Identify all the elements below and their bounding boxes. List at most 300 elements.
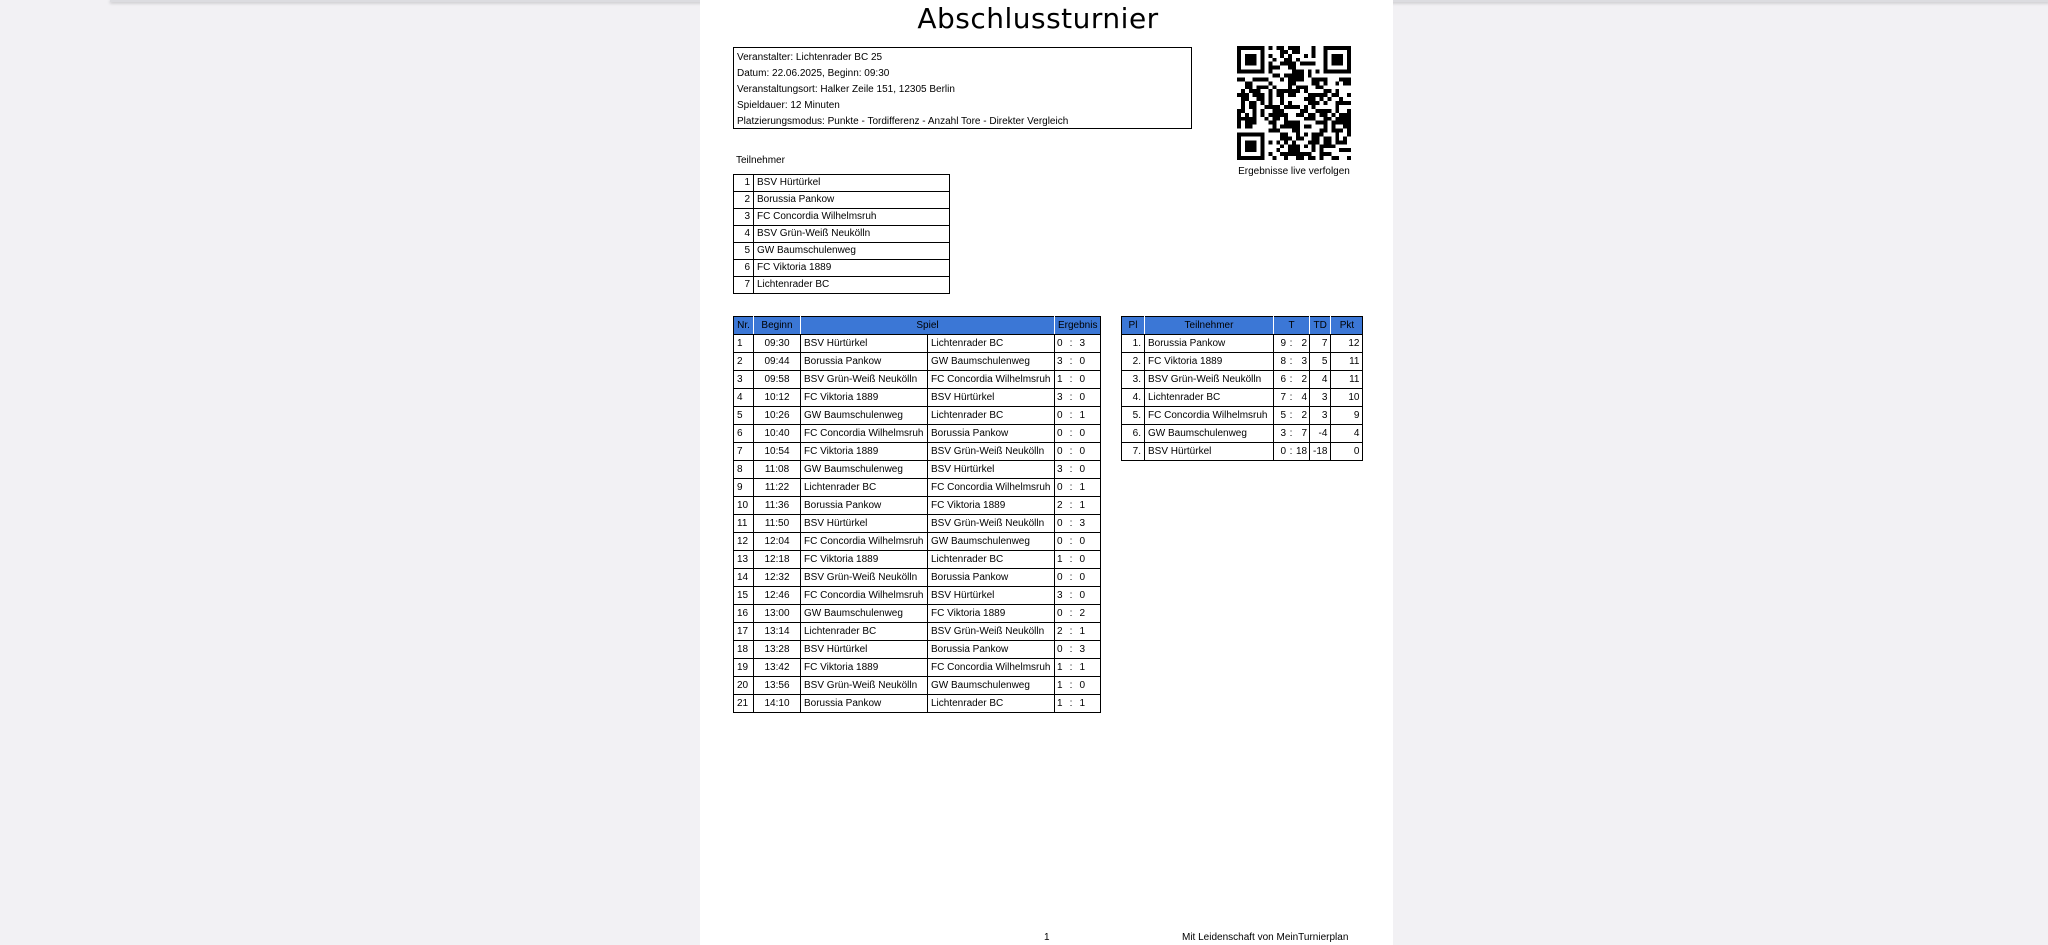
qr-module xyxy=(1308,93,1312,97)
standing-goal-diff: 5 xyxy=(1310,353,1331,371)
qr-module xyxy=(1335,58,1339,62)
qr-module xyxy=(1323,144,1327,148)
result-separator: : xyxy=(1069,607,1073,619)
qr-module xyxy=(1335,89,1339,93)
qr-module xyxy=(1323,89,1327,93)
info-venue: Veranstaltungsort: Halker Zeile 151, 12305 Berlin xyxy=(737,84,955,95)
standing-place: 3. xyxy=(1122,371,1145,389)
qr-module xyxy=(1276,109,1280,113)
game-result xyxy=(1055,515,1101,533)
qr-module xyxy=(1261,46,1265,50)
qr-module xyxy=(1296,113,1300,117)
game-time: 11:50 xyxy=(754,515,801,533)
qr-module xyxy=(1327,144,1331,148)
qr-module xyxy=(1292,121,1296,125)
qr-module xyxy=(1237,136,1241,140)
qr-module xyxy=(1300,136,1304,140)
game-number: 3 xyxy=(734,371,754,389)
goals-against: 2 xyxy=(1301,373,1307,385)
qr-module xyxy=(1343,125,1347,129)
qr-module xyxy=(1261,156,1265,160)
qr-module xyxy=(1245,140,1249,144)
qr-module xyxy=(1245,132,1249,136)
standings-header-row xyxy=(1122,317,1363,335)
qr-module xyxy=(1323,125,1327,129)
qr-module xyxy=(1304,117,1308,121)
qr-module xyxy=(1343,81,1347,85)
game-number: 2 xyxy=(734,353,754,371)
qr-module xyxy=(1339,101,1343,105)
qr-module xyxy=(1276,148,1280,152)
qr-module xyxy=(1327,136,1331,140)
game-number: 21 xyxy=(734,695,754,713)
qr-module xyxy=(1253,117,1257,121)
qr-module xyxy=(1312,156,1316,160)
qr-module xyxy=(1280,113,1284,117)
game-time: 12:04 xyxy=(754,533,801,551)
game-team-away: Lichtenrader BC xyxy=(928,695,1055,713)
qr-module xyxy=(1343,117,1347,121)
game-team-home: FC Viktoria 1889 xyxy=(801,659,928,677)
qr-module xyxy=(1276,105,1280,109)
qr-module xyxy=(1261,66,1265,70)
qr-module xyxy=(1343,77,1347,81)
qr-module xyxy=(1335,109,1339,113)
game-row xyxy=(734,623,1101,641)
qr-module xyxy=(1237,144,1241,148)
qr-module xyxy=(1292,125,1296,129)
qr-module xyxy=(1296,121,1300,125)
game-team-away: BSV Grün-Weiß Neukölln xyxy=(928,623,1055,641)
qr-module xyxy=(1265,85,1269,89)
game-number: 7 xyxy=(734,443,754,461)
qr-module xyxy=(1292,140,1296,144)
qr-module xyxy=(1284,152,1288,156)
qr-module xyxy=(1304,85,1308,89)
qr-module xyxy=(1300,113,1304,117)
qr-module xyxy=(1276,93,1280,97)
qr-module xyxy=(1347,113,1351,117)
game-team-away: Borussia Pankow xyxy=(928,641,1055,659)
qr-module xyxy=(1237,117,1241,121)
standing-points: 11 xyxy=(1331,353,1363,371)
standing-team: GW Baumschulenweg xyxy=(1145,425,1274,443)
qr-module xyxy=(1339,58,1343,62)
qr-module xyxy=(1257,93,1261,97)
qr-module xyxy=(1272,105,1276,109)
qr-module xyxy=(1265,77,1269,81)
qr-module xyxy=(1237,109,1241,113)
game-team-home: FC Concordia Wilhelmsruh xyxy=(801,425,928,443)
qr-module xyxy=(1237,50,1241,54)
header-nr: Nr. xyxy=(734,317,754,335)
game-number: 8 xyxy=(734,461,754,479)
qr-module xyxy=(1347,121,1351,125)
qr-module xyxy=(1343,136,1347,140)
result-home-goals: 3 xyxy=(1057,463,1063,475)
header-goals: T xyxy=(1274,317,1310,335)
qr-module xyxy=(1343,101,1347,105)
qr-module xyxy=(1280,101,1284,105)
qr-module xyxy=(1268,101,1272,105)
qr-module xyxy=(1276,66,1280,70)
participant-number: 5 xyxy=(734,243,754,260)
qr-module xyxy=(1249,62,1253,66)
result-separator: : xyxy=(1069,517,1073,529)
result-separator: : xyxy=(1069,571,1073,583)
qr-module xyxy=(1276,74,1280,78)
qr-module xyxy=(1296,156,1300,160)
game-time: 13:00 xyxy=(754,605,801,623)
goals-separator: : xyxy=(1289,355,1293,367)
qr-module xyxy=(1261,70,1265,74)
qr-module xyxy=(1323,109,1327,113)
result-separator: : xyxy=(1069,481,1073,493)
qr-module xyxy=(1249,81,1253,85)
qr-module xyxy=(1308,113,1312,117)
game-time: 12:46 xyxy=(754,587,801,605)
standing-goals xyxy=(1274,407,1310,425)
game-time: 13:28 xyxy=(754,641,801,659)
qr-module xyxy=(1308,125,1312,129)
participant-row xyxy=(734,260,950,277)
qr-module xyxy=(1304,54,1308,58)
game-number: 4 xyxy=(734,389,754,407)
goals-against: 3 xyxy=(1301,355,1307,367)
qr-module xyxy=(1261,132,1265,136)
game-time: 10:26 xyxy=(754,407,801,425)
qr-module xyxy=(1316,121,1320,125)
standing-points: 12 xyxy=(1331,335,1363,353)
participant-name: BSV Hürtürkel xyxy=(754,175,950,192)
participant-name: FC Viktoria 1889 xyxy=(754,260,950,277)
qr-module xyxy=(1327,117,1331,121)
result-separator: : xyxy=(1069,697,1073,709)
result-home-goals: 0 xyxy=(1057,337,1063,349)
game-time: 13:14 xyxy=(754,623,801,641)
result-away-goals: 0 xyxy=(1079,427,1085,439)
header-points: Pkt xyxy=(1331,317,1363,335)
qr-module xyxy=(1300,85,1304,89)
qr-module xyxy=(1253,121,1257,125)
standing-row xyxy=(1122,443,1363,461)
standing-points: 0 xyxy=(1331,443,1363,461)
qr-module xyxy=(1339,77,1343,81)
qr-module xyxy=(1272,129,1276,133)
game-team-home: Lichtenrader BC xyxy=(801,623,928,641)
qr-module xyxy=(1288,93,1292,97)
qr-module xyxy=(1284,136,1288,140)
qr-module xyxy=(1335,70,1339,74)
result-away-goals: 3 xyxy=(1079,643,1085,655)
qr-module xyxy=(1268,105,1272,109)
qr-module xyxy=(1249,101,1253,105)
qr-module xyxy=(1296,148,1300,152)
participant-name: FC Concordia Wilhelmsruh xyxy=(754,209,950,226)
result-home-goals: 0 xyxy=(1057,643,1063,655)
qr-module xyxy=(1284,62,1288,66)
game-number: 1 xyxy=(734,335,754,353)
qr-module xyxy=(1320,109,1324,113)
qr-module xyxy=(1284,156,1288,160)
game-team-home: FC Concordia Wilhelmsruh xyxy=(801,587,928,605)
game-result xyxy=(1055,551,1101,569)
qr-module xyxy=(1296,50,1300,54)
game-team-away: Lichtenrader BC xyxy=(928,407,1055,425)
game-row xyxy=(734,479,1101,497)
qr-module xyxy=(1316,85,1320,89)
goals-for: 0 xyxy=(1280,445,1286,457)
qr-module xyxy=(1320,97,1324,101)
result-away-goals: 3 xyxy=(1079,517,1085,529)
qr-module xyxy=(1272,66,1276,70)
qr-module xyxy=(1304,132,1308,136)
game-team-home: BSV Grün-Weiß Neukölln xyxy=(801,569,928,587)
result-home-goals: 0 xyxy=(1057,571,1063,583)
qr-module xyxy=(1272,74,1276,78)
qr-module xyxy=(1284,125,1288,129)
qr-module xyxy=(1339,129,1343,133)
result-separator: : xyxy=(1069,589,1073,601)
qr-module xyxy=(1300,152,1304,156)
participant-row xyxy=(734,192,950,209)
game-result xyxy=(1055,353,1101,371)
qr-module xyxy=(1339,97,1343,101)
qr-module xyxy=(1237,113,1241,117)
qr-module xyxy=(1339,54,1343,58)
game-row xyxy=(734,407,1101,425)
game-team-home: FC Viktoria 1889 xyxy=(801,443,928,461)
qr-module xyxy=(1261,136,1265,140)
info-date: Datum: 22.06.2025, Beginn: 09:30 xyxy=(737,68,890,79)
participant-number: 1 xyxy=(734,175,754,192)
qr-module xyxy=(1312,54,1316,58)
game-time: 09:30 xyxy=(754,335,801,353)
qr-module xyxy=(1280,62,1284,66)
qr-module xyxy=(1288,105,1292,109)
header-place: Pl xyxy=(1122,317,1145,335)
game-result xyxy=(1055,461,1101,479)
qr-module xyxy=(1296,125,1300,129)
result-separator: : xyxy=(1069,373,1073,385)
game-row xyxy=(734,533,1101,551)
game-time: 10:40 xyxy=(754,425,801,443)
game-team-home: GW Baumschulenweg xyxy=(801,407,928,425)
qr-module xyxy=(1323,54,1327,58)
qr-module xyxy=(1280,93,1284,97)
qr-module xyxy=(1308,70,1312,74)
qr-module xyxy=(1288,144,1292,148)
qr-module xyxy=(1249,85,1253,89)
qr-module xyxy=(1257,70,1261,74)
qr-module xyxy=(1249,140,1253,144)
qr-module xyxy=(1257,132,1261,136)
qr-module xyxy=(1320,156,1324,160)
result-away-goals: 0 xyxy=(1079,373,1085,385)
qr-module xyxy=(1292,81,1296,85)
qr-module xyxy=(1304,97,1308,101)
result-home-goals: 0 xyxy=(1057,445,1063,457)
qr-module xyxy=(1237,140,1241,144)
qr-module xyxy=(1312,77,1316,81)
result-away-goals: 0 xyxy=(1079,391,1085,403)
game-result xyxy=(1055,641,1101,659)
result-away-goals: 0 xyxy=(1079,463,1085,475)
qr-module xyxy=(1288,62,1292,66)
game-time: 09:44 xyxy=(754,353,801,371)
qr-module xyxy=(1296,132,1300,136)
qr-module xyxy=(1245,62,1249,66)
qr-module xyxy=(1253,58,1257,62)
standing-row xyxy=(1122,371,1363,389)
goals-separator: : xyxy=(1289,373,1293,385)
qr-module xyxy=(1241,156,1245,160)
qr-module xyxy=(1253,113,1257,117)
qr-code-icon[interactable] xyxy=(1237,46,1351,160)
qr-module xyxy=(1249,105,1253,109)
standing-goals xyxy=(1274,443,1310,461)
qr-module xyxy=(1241,101,1245,105)
qr-module xyxy=(1272,109,1276,113)
qr-module xyxy=(1312,132,1316,136)
game-number: 19 xyxy=(734,659,754,677)
qr-module xyxy=(1253,46,1257,50)
qr-module xyxy=(1288,81,1292,85)
qr-module xyxy=(1253,105,1257,109)
game-time: 09:58 xyxy=(754,371,801,389)
qr-module xyxy=(1323,77,1327,81)
qr-module xyxy=(1316,109,1320,113)
qr-module xyxy=(1245,144,1249,148)
qr-module xyxy=(1249,89,1253,93)
qr-module xyxy=(1253,54,1257,58)
qr-module xyxy=(1292,77,1296,81)
game-number: 10 xyxy=(734,497,754,515)
qr-module xyxy=(1265,117,1269,121)
qr-module xyxy=(1323,46,1327,50)
qr-module xyxy=(1272,113,1276,117)
goals-separator: : xyxy=(1289,427,1293,439)
result-separator: : xyxy=(1069,409,1073,421)
qr-module xyxy=(1253,109,1257,113)
qr-module xyxy=(1327,46,1331,50)
result-away-goals: 1 xyxy=(1079,409,1085,421)
qr-module xyxy=(1320,148,1324,152)
result-away-goals: 1 xyxy=(1079,499,1085,511)
result-separator: : xyxy=(1069,355,1073,367)
qr-module xyxy=(1292,93,1296,97)
qr-module xyxy=(1268,46,1272,50)
qr-module xyxy=(1292,74,1296,78)
qr-module xyxy=(1253,77,1257,81)
participant-number: 3 xyxy=(734,209,754,226)
qr-module xyxy=(1323,113,1327,117)
qr-module xyxy=(1296,144,1300,148)
qr-module xyxy=(1253,140,1257,144)
qr-module xyxy=(1237,58,1241,62)
qr-module xyxy=(1304,109,1308,113)
qr-module xyxy=(1339,148,1343,152)
result-separator: : xyxy=(1069,445,1073,457)
participant-number: 6 xyxy=(734,260,754,277)
qr-module xyxy=(1276,113,1280,117)
qr-module xyxy=(1280,89,1284,93)
qr-module xyxy=(1261,101,1265,105)
qr-module xyxy=(1292,144,1296,148)
qr-module xyxy=(1253,89,1257,93)
qr-module xyxy=(1323,66,1327,70)
qr-module xyxy=(1316,77,1320,81)
result-away-goals: 3 xyxy=(1079,337,1085,349)
standing-goal-diff: -18 xyxy=(1310,443,1331,461)
game-time: 10:54 xyxy=(754,443,801,461)
qr-module xyxy=(1316,81,1320,85)
game-number: 16 xyxy=(734,605,754,623)
qr-module xyxy=(1245,117,1249,121)
game-team-away: FC Concordia Wilhelmsruh xyxy=(928,659,1055,677)
qr-module xyxy=(1241,132,1245,136)
game-number: 17 xyxy=(734,623,754,641)
game-team-away: Lichtenrader BC xyxy=(928,551,1055,569)
result-separator: : xyxy=(1069,535,1073,547)
qr-module xyxy=(1280,144,1284,148)
qr-module xyxy=(1276,46,1280,50)
qr-module xyxy=(1339,46,1343,50)
result-away-goals: 0 xyxy=(1079,535,1085,547)
qr-module xyxy=(1292,105,1296,109)
qr-module xyxy=(1316,132,1320,136)
qr-module xyxy=(1245,70,1249,74)
result-separator: : xyxy=(1069,643,1073,655)
participant-row xyxy=(734,209,950,226)
qr-module xyxy=(1323,93,1327,97)
qr-module xyxy=(1237,125,1241,129)
game-row xyxy=(734,389,1101,407)
qr-module xyxy=(1296,85,1300,89)
qr-module xyxy=(1249,132,1253,136)
info-organizer: Veranstalter: Lichtenrader BC 25 xyxy=(737,52,883,63)
qr-module xyxy=(1253,101,1257,105)
qr-module xyxy=(1312,148,1316,152)
qr-module xyxy=(1308,117,1312,121)
qr-module xyxy=(1296,129,1300,133)
qr-module xyxy=(1245,113,1249,117)
qr-module xyxy=(1335,46,1339,50)
qr-module xyxy=(1245,85,1249,89)
result-away-goals: 1 xyxy=(1079,481,1085,493)
qr-module xyxy=(1304,144,1308,148)
result-home-goals: 0 xyxy=(1057,607,1063,619)
game-row xyxy=(734,587,1101,605)
result-away-goals: 0 xyxy=(1079,679,1085,691)
qr-module xyxy=(1288,148,1292,152)
qr-caption: Ergebnisse live verfolgen xyxy=(1238,166,1350,177)
qr-module xyxy=(1253,62,1257,66)
qr-module xyxy=(1276,140,1280,144)
qr-module xyxy=(1323,81,1327,85)
qr-module xyxy=(1327,89,1331,93)
game-team-away: Lichtenrader BC xyxy=(928,335,1055,353)
tournament-info-box xyxy=(733,47,1192,129)
qr-module xyxy=(1272,121,1276,125)
header-goal-diff: TD xyxy=(1310,317,1331,335)
qr-module xyxy=(1308,156,1312,160)
qr-module xyxy=(1323,101,1327,105)
result-home-goals: 0 xyxy=(1057,535,1063,547)
standing-goals xyxy=(1274,425,1310,443)
qr-module xyxy=(1312,93,1316,97)
qr-module xyxy=(1261,113,1265,117)
